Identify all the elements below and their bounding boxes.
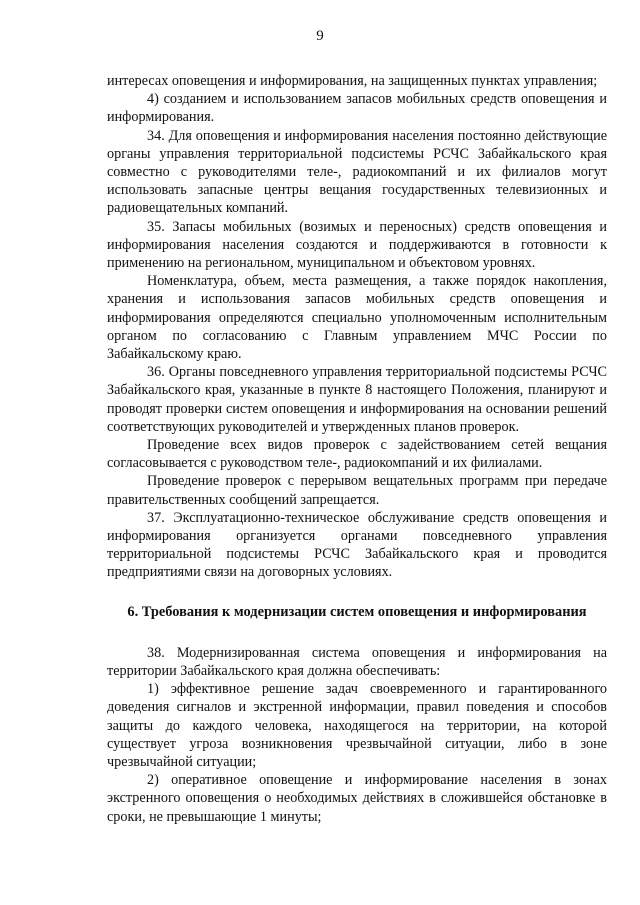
page-number: 9 xyxy=(316,28,324,44)
paragraph: Номенклатура, объем, места размещения, а также порядок накопления, хранения и использования запасов мобильных средств оповещения и информирования определяются специально уполномоченным исполнительным органом по согласованию с Главным управлением МЧС России по Забайкальскому краю. xyxy=(107,273,607,363)
paragraphs-before xyxy=(107,72,607,582)
paragraph-continuation: интересах оповещения и информирования, на защищенных пунктах управления; xyxy=(107,73,598,89)
list-item: 1) эффективное решение задач своевременного и гарантированного доведения сигналов и экстренной информации, правил поведения и способов защиты до каждого человека, находящегося на территории, на которой существует угроза возникновения чрезвычайной ситуации, либо в зоне чрезвычайной ситуации; xyxy=(107,681,607,770)
document-body xyxy=(107,72,607,826)
paragraph: Проведение всех видов проверок с задействованием сетей вещания согласовывается с руководством теле-, радиокомпаний и их филиалами. xyxy=(107,437,607,472)
paragraph-38: 38. Модернизированная система оповещения и информирования на территории Забайкальского края должна обеспечивать: xyxy=(107,644,607,679)
paragraph: Проведение проверок с перерывом вещательных программ при передаче правительственных сообщений запрещается. xyxy=(107,473,607,508)
paragraph-36: 36. Органы повседневного управления территориальной подсистемы РСЧС Забайкальского края, указанные в пункте 8 настоящего Положения, планируют и проводят проверки систем оповещения и информирования на основании решений соответствующих руководителей и утвержденных планов проверок. xyxy=(107,364,607,435)
paragraph-37: 37. Эксплуатационно-техническое обслуживание средств оповещения и информирования организуется органами повседневного управления территориальной подсистемы РСЧС Забайкальского края и проводится предприятиями связи на договорных условиях. xyxy=(107,509,607,581)
paragraph-35: 35. Запасы мобильных (возимых и переносных) средств оповещения и информирования населения создаются и поддерживаются в готовности к применению на региональном, муниципальном и объектовом уровнях. xyxy=(107,218,607,272)
section-heading: 6. Требования к модернизации систем оповещения и информирования xyxy=(127,603,587,620)
paragraph: 4) созданием и использованием запасов мобильных средств оповещения и информирования. xyxy=(107,91,607,126)
paragraphs-after xyxy=(107,644,607,826)
paragraph-34: 34. Для оповещения и информирования населения постоянно действующие органы управления территориальной подсистемы РСЧС Забайкальского края совместно с руководителями теле-, радиокомпаний и их филиалов могут использовать запасные центры вещания государственных телевизионных и радиовещательных компаний. xyxy=(107,127,607,217)
list-item: 2) оперативное оповещение и информирование населения в зонах экстренного оповещения о необходимых действиях в сложившейся обстановке в сроки, не превышающие 1 минуты; xyxy=(107,772,607,825)
